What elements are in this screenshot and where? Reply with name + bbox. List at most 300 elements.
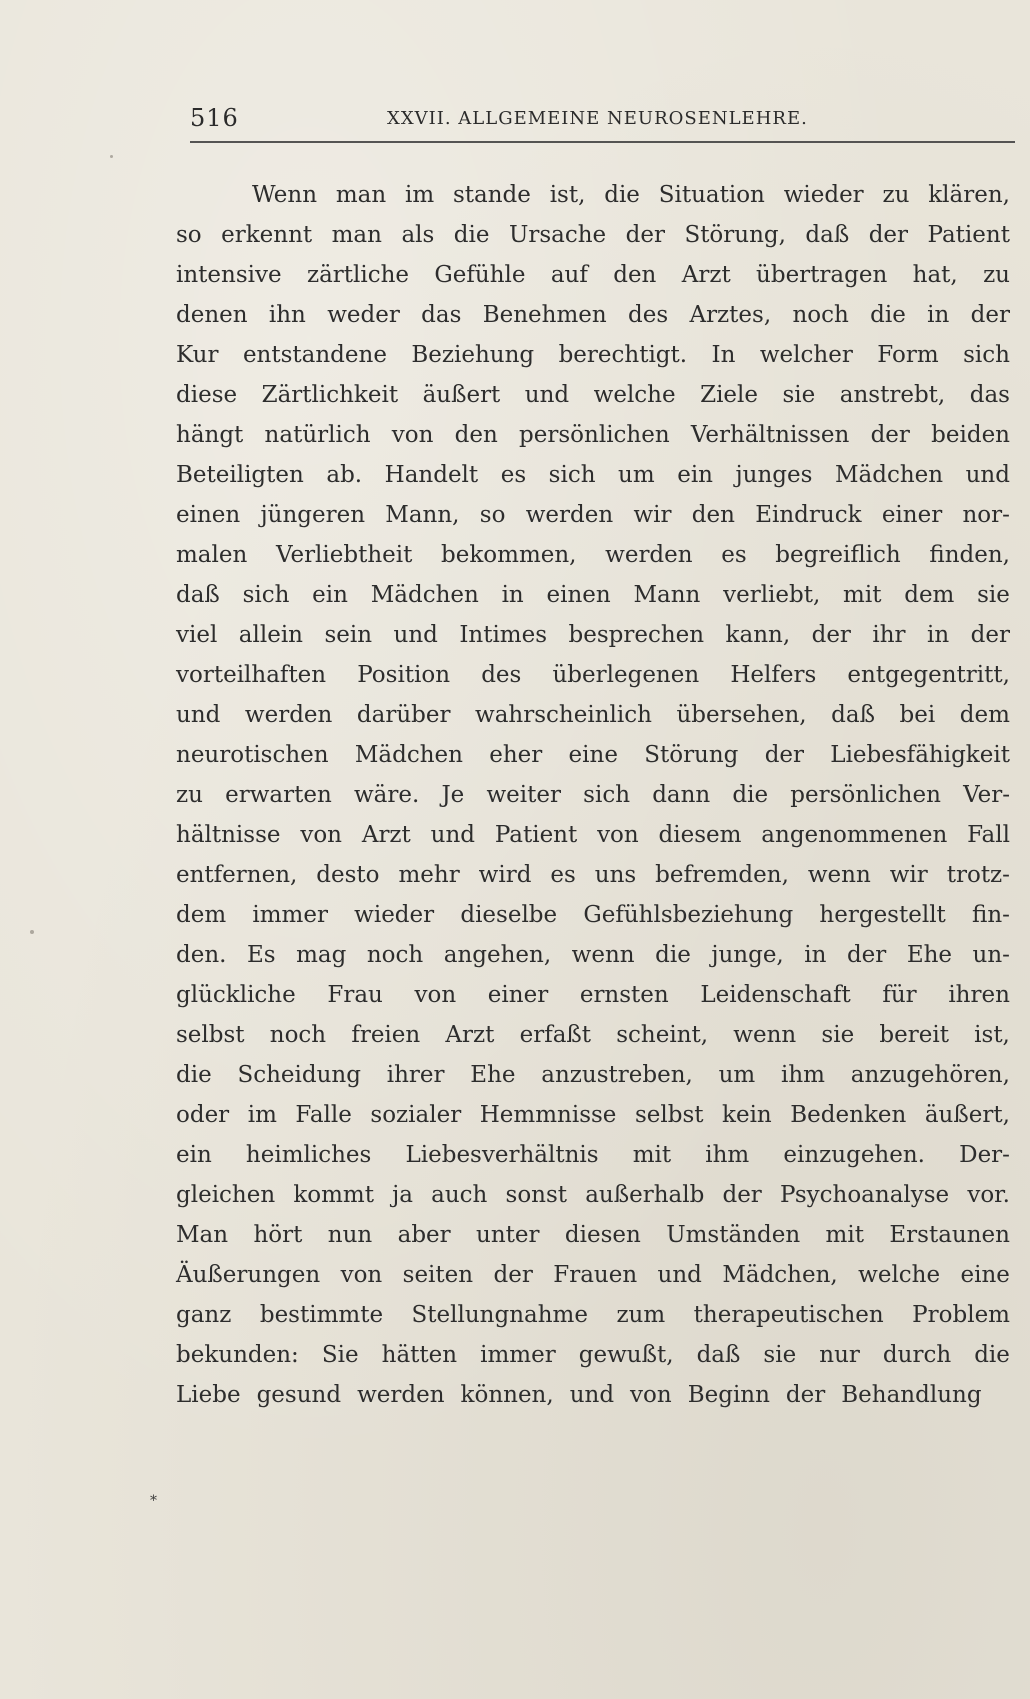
word: ist,	[974, 1022, 1010, 1048]
word: Mann,	[385, 502, 460, 528]
word: anstrebt,	[839, 382, 946, 408]
word: immer	[252, 902, 328, 928]
word: der	[722, 1182, 762, 1208]
word: allein	[238, 622, 303, 648]
word: äußert	[422, 382, 501, 408]
word: und	[393, 622, 438, 648]
word: Frauen	[553, 1262, 638, 1288]
text-line	[176, 655, 1010, 695]
word: Verliebtheit	[275, 542, 413, 568]
word: ernsten	[579, 982, 669, 1008]
word: selbst	[634, 1102, 704, 1128]
word: einer	[881, 502, 943, 528]
word: intensive	[176, 262, 282, 288]
word: entgegentritt,	[847, 662, 1010, 688]
word: Arzt	[681, 262, 731, 288]
word: ein	[677, 462, 713, 488]
word: heimliches	[245, 1142, 372, 1168]
text-line	[176, 535, 1010, 575]
word: verliebt,	[723, 582, 821, 608]
word: Äußerungen	[176, 1262, 321, 1288]
word: jüngeren	[260, 502, 366, 528]
word: Beziehung	[411, 342, 535, 368]
word: Hemmnisse	[479, 1102, 617, 1128]
word: die	[870, 302, 906, 328]
word: sein	[324, 622, 373, 648]
text-line	[176, 615, 1010, 655]
word: darüber	[356, 702, 451, 728]
word: Wenn	[252, 182, 318, 208]
word: den	[613, 262, 657, 288]
text-line	[176, 1335, 1010, 1375]
word: der	[846, 942, 887, 968]
word: trotz-	[946, 862, 1010, 888]
word: die	[604, 182, 640, 208]
word: mag	[296, 942, 347, 968]
word: ihren	[948, 982, 1010, 1008]
word: sie	[782, 382, 816, 408]
text-line	[176, 495, 1010, 535]
word: Intimes	[459, 622, 548, 648]
word: Bedenken	[790, 1102, 907, 1128]
word: von	[630, 1382, 672, 1408]
word: einzugehen.	[783, 1142, 925, 1168]
word: vorteilhaften	[176, 662, 327, 688]
text-line	[176, 735, 1010, 775]
printer-mark: *	[150, 1493, 157, 1509]
word: man	[331, 222, 382, 248]
word: ihm	[781, 1062, 825, 1088]
body-text	[176, 175, 1010, 1415]
word: anzugehören,	[850, 1062, 1010, 1088]
word: werden	[244, 702, 333, 728]
word: persönlichen	[790, 782, 941, 808]
word: der	[970, 302, 1010, 328]
word: ein	[176, 1142, 212, 1168]
word: uns	[594, 862, 637, 888]
word: stande	[452, 182, 531, 208]
word: noch	[366, 942, 424, 968]
word: im	[247, 1102, 277, 1128]
word: Ehe	[470, 1062, 516, 1088]
word: entfernen,	[176, 862, 298, 888]
word: ist,	[549, 182, 586, 208]
word: es	[550, 862, 576, 888]
word: die	[732, 782, 769, 808]
word: der	[970, 622, 1010, 648]
word: auf	[550, 262, 588, 288]
word: diesem	[658, 822, 742, 848]
text-line	[176, 1055, 1010, 1095]
word: scheint,	[616, 1022, 709, 1048]
word: daß	[176, 582, 220, 608]
word: vor.	[967, 1182, 1010, 1208]
word: Ehe	[906, 942, 953, 968]
word: kann,	[725, 622, 791, 648]
text-line	[176, 1095, 1010, 1135]
word: Kur	[176, 342, 219, 368]
word: bei	[899, 702, 936, 728]
word: im	[404, 182, 435, 208]
word: diesen	[564, 1222, 641, 1248]
word: erkennt	[221, 222, 313, 248]
word: In	[711, 342, 736, 368]
word: werden	[357, 1382, 445, 1408]
word: in	[804, 942, 827, 968]
word: so	[176, 222, 202, 248]
word: können,	[460, 1382, 554, 1408]
word: und	[176, 702, 221, 728]
word: von	[300, 822, 342, 848]
word: der	[764, 742, 805, 768]
text-line	[176, 455, 1010, 495]
word: ganz	[176, 1302, 232, 1328]
word: erwarten	[225, 782, 332, 808]
word: welche	[858, 1262, 941, 1288]
word: als	[401, 222, 435, 248]
word: persönlichen	[519, 422, 670, 448]
word: eher	[489, 742, 543, 768]
word: die	[453, 222, 490, 248]
word: wahrscheinlich	[475, 702, 652, 728]
word: um	[718, 1062, 756, 1088]
word: zärtliche	[306, 262, 410, 288]
word: man	[335, 182, 387, 208]
word: Handelt	[384, 462, 479, 488]
word: un-	[972, 942, 1010, 968]
word: und	[430, 822, 475, 848]
word: oder	[176, 1102, 230, 1128]
word: von	[391, 422, 434, 448]
word: bekommen,	[441, 542, 577, 568]
word: Problem	[912, 1302, 1010, 1328]
word: übersehen,	[676, 702, 807, 728]
word: von	[340, 1262, 383, 1288]
text-line	[176, 975, 1010, 1015]
page-number: 516	[190, 104, 239, 132]
word: um	[618, 462, 655, 488]
word: kein	[722, 1102, 772, 1128]
word: angenommenen	[761, 822, 948, 848]
word: nor-	[962, 502, 1010, 528]
word: ihr	[872, 622, 906, 648]
word: weiter	[486, 782, 561, 808]
word: Mädchen	[354, 742, 463, 768]
word: ihm	[705, 1142, 750, 1168]
word: eine	[568, 742, 618, 768]
text-line	[176, 895, 1010, 935]
word: beiden	[931, 422, 1010, 448]
word: mit	[843, 582, 882, 608]
word: Es	[246, 942, 276, 968]
word: wird	[478, 862, 532, 888]
word: welcher	[759, 342, 853, 368]
word: hältnisse	[176, 822, 281, 848]
word: noch	[269, 1022, 327, 1048]
word: wenn	[571, 942, 635, 968]
word: übertragen	[756, 262, 888, 288]
word: finden,	[929, 542, 1010, 568]
text-line	[176, 575, 1010, 615]
word: Stellungnahme	[411, 1302, 588, 1328]
word: in	[927, 302, 950, 328]
word: Umständen	[666, 1222, 801, 1248]
word: Position	[357, 662, 451, 688]
word: Gefühlsbeziehung	[583, 902, 794, 928]
word: besprechen	[568, 622, 705, 648]
word: äußert,	[924, 1102, 1010, 1128]
running-head: XXVII. ALLGEMEINE NEUROSENLEHRE.	[387, 108, 808, 129]
word: glückliche	[176, 982, 296, 1008]
word: dem	[959, 702, 1010, 728]
word: Frau	[327, 982, 383, 1008]
word: wenn	[733, 1022, 797, 1048]
word: so	[479, 502, 506, 528]
word: zu	[983, 262, 1010, 288]
text-line	[176, 1375, 1010, 1415]
word: Mädchen	[834, 462, 944, 488]
word: Arztes,	[689, 302, 772, 328]
word: desto	[316, 862, 380, 888]
word: Ziele	[700, 382, 759, 408]
text-line	[176, 935, 1010, 975]
word: daß	[805, 222, 850, 248]
word: neurotischen	[176, 742, 329, 768]
word: Mädchen,	[722, 1262, 838, 1288]
word: die	[176, 1062, 212, 1088]
word: der	[870, 422, 910, 448]
word: hat,	[912, 262, 958, 288]
word: wieder	[354, 902, 435, 928]
word: Patient	[927, 222, 1010, 248]
paper-speck	[30, 930, 34, 934]
word: entstandene	[242, 342, 387, 368]
word: wäre.	[353, 782, 420, 808]
word: Verhältnissen	[690, 422, 850, 448]
word: aber	[397, 1222, 451, 1248]
text-line	[176, 815, 1010, 855]
text-line	[176, 295, 1010, 335]
word: bestimmte	[259, 1302, 384, 1328]
word: sich	[963, 342, 1010, 368]
word: Liebesverhältnis	[405, 1142, 599, 1168]
word: Zärtlichkeit	[261, 382, 399, 408]
word: junges	[735, 462, 813, 488]
header-rule	[190, 141, 1015, 143]
word: dem	[904, 582, 955, 608]
word: die	[655, 942, 691, 968]
word: fin-	[972, 902, 1010, 928]
page-header	[190, 100, 1015, 140]
word: begreiflich	[775, 542, 901, 568]
word: Gefühle	[434, 262, 526, 288]
word: von	[597, 822, 639, 848]
word: in	[927, 622, 950, 648]
word: Arzt	[361, 822, 411, 848]
word: Fall	[967, 822, 1010, 848]
word: den	[454, 422, 498, 448]
word: angehen,	[443, 942, 552, 968]
word: des	[628, 302, 669, 328]
text-line	[176, 375, 1010, 415]
word: mehr	[398, 862, 460, 888]
word: nur	[819, 1342, 860, 1368]
text-line	[176, 415, 1010, 455]
word: Mann	[633, 582, 701, 608]
word: seiten	[402, 1262, 474, 1288]
word: dem	[176, 902, 227, 928]
word: immer	[480, 1342, 556, 1368]
word: dieselbe	[460, 902, 558, 928]
word: einer	[487, 982, 549, 1008]
text-line	[176, 775, 1010, 815]
word: hergestellt	[819, 902, 946, 928]
word: Patient	[494, 822, 578, 848]
word: des	[481, 662, 522, 688]
text-line	[176, 335, 1010, 375]
word: sich	[548, 462, 596, 488]
word: Ver-	[963, 782, 1010, 808]
text-line	[176, 1175, 1010, 1215]
word: sie	[763, 1342, 797, 1368]
word: Falle	[295, 1102, 352, 1128]
word: Beginn	[687, 1382, 770, 1408]
word: wir	[633, 502, 672, 528]
word: Ursache	[508, 222, 607, 248]
text-line	[176, 1295, 1010, 1335]
word: hört	[253, 1222, 303, 1248]
word: unter	[476, 1222, 540, 1248]
word: Leidenschaft	[700, 982, 851, 1008]
word: erfaßt	[519, 1022, 592, 1048]
word: Sie	[321, 1342, 359, 1368]
word: gesund	[256, 1382, 342, 1408]
word: durch	[882, 1342, 952, 1368]
word: die	[974, 1342, 1010, 1368]
word: wir	[889, 862, 928, 888]
word: eine	[960, 1262, 1010, 1288]
word: zu	[882, 182, 910, 208]
word: klären,	[928, 182, 1010, 208]
word: mit	[825, 1222, 864, 1248]
word: überlegenen	[552, 662, 700, 688]
word: sozialer	[370, 1102, 462, 1128]
word: und	[657, 1262, 702, 1288]
word: Scheidung	[237, 1062, 361, 1088]
word: in	[501, 582, 524, 608]
word: Behandlung	[841, 1382, 982, 1408]
word: ja	[392, 1182, 413, 1208]
word: es	[500, 462, 527, 488]
word: malen	[176, 542, 248, 568]
word: ein	[312, 582, 348, 608]
word: ihn	[268, 302, 306, 328]
word: hängt	[176, 422, 244, 448]
word: wieder	[783, 182, 864, 208]
text-line	[176, 855, 1010, 895]
word: sie	[821, 1022, 855, 1048]
word: es	[721, 542, 747, 568]
text-line	[176, 1135, 1010, 1175]
word: gewußt,	[578, 1342, 674, 1368]
word: viel	[176, 622, 218, 648]
word: Man	[176, 1222, 229, 1248]
word: anzustreben,	[541, 1062, 693, 1088]
word: der	[811, 622, 851, 648]
word: Psychoanalyse	[779, 1182, 950, 1208]
word: mit	[632, 1142, 672, 1168]
word: auch	[431, 1182, 488, 1208]
word: ab.	[326, 462, 363, 488]
word: natürlich	[264, 422, 371, 448]
word: Beteiligten	[176, 462, 304, 488]
text-line	[176, 1215, 1010, 1255]
word: Je	[441, 782, 465, 808]
word: den.	[176, 942, 227, 968]
word: freien	[351, 1022, 421, 1048]
word: der	[493, 1262, 533, 1288]
word: ihrer	[386, 1062, 445, 1088]
word: außerhalb	[585, 1182, 705, 1208]
word: bereit	[879, 1022, 949, 1048]
word: Eindruck	[755, 502, 862, 528]
word: sie	[977, 582, 1010, 608]
word: Benehmen	[482, 302, 607, 328]
word: wenn	[807, 862, 871, 888]
word: befremden,	[655, 862, 789, 888]
word: therapeutischen	[693, 1302, 884, 1328]
word: Liebe	[176, 1382, 241, 1408]
word: kommt	[293, 1182, 374, 1208]
text-line	[176, 1015, 1010, 1055]
word: einen	[546, 582, 611, 608]
word: Liebesfähigkeit	[830, 742, 1010, 768]
word: sich	[583, 782, 631, 808]
word: Störung,	[684, 222, 786, 248]
text-line	[176, 215, 1010, 255]
word: selbst	[176, 1022, 245, 1048]
word: bekunden:	[176, 1342, 299, 1368]
word: Der-	[959, 1142, 1010, 1168]
word: sich	[242, 582, 290, 608]
word: denen	[176, 302, 248, 328]
word: daß	[696, 1342, 741, 1368]
text-line	[176, 175, 1010, 215]
word: welche	[593, 382, 676, 408]
word: berechtigt.	[558, 342, 688, 368]
word: Störung	[644, 742, 739, 768]
word: und	[965, 462, 1010, 488]
word: das	[421, 302, 462, 328]
word: diese	[176, 382, 238, 408]
word: werden	[605, 542, 693, 568]
word: junge,	[711, 942, 784, 968]
word: Form	[877, 342, 939, 368]
word: werden	[525, 502, 614, 528]
word: weder	[327, 302, 400, 328]
word: Arzt	[445, 1022, 495, 1048]
text-line	[176, 695, 1010, 735]
text-line	[176, 1255, 1010, 1295]
word: Situation	[658, 182, 765, 208]
word: hätten	[381, 1342, 458, 1368]
word: für	[882, 982, 917, 1008]
word: einen	[176, 502, 241, 528]
word: der	[868, 222, 909, 248]
word: von	[414, 982, 457, 1008]
text-line	[176, 255, 1010, 295]
word: Erstaunen	[889, 1222, 1010, 1248]
